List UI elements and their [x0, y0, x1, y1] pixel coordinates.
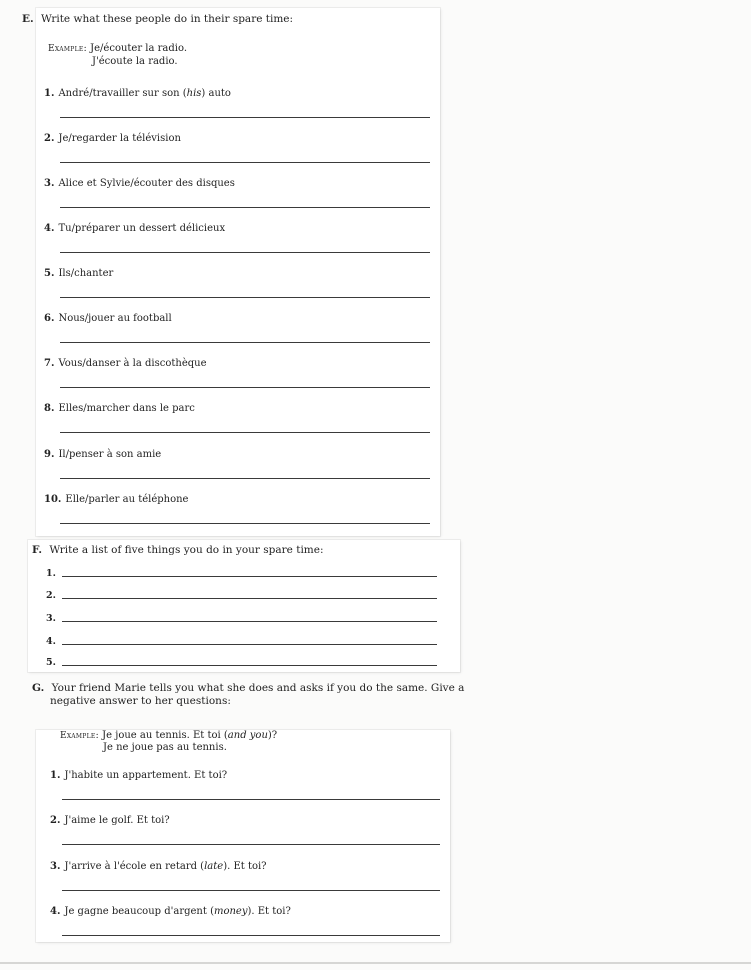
prompt-text: Vous/danser à la discothèque [58, 358, 207, 369]
answer-line[interactable] [62, 576, 437, 577]
answer-line[interactable] [62, 644, 437, 645]
exercise-e-prompt [44, 223, 225, 234]
section-e-instruction: Write what these people do in their spare time: [41, 13, 294, 25]
item-number: 4. [44, 223, 55, 234]
answer-line[interactable] [62, 935, 440, 936]
answer-line[interactable] [60, 387, 430, 388]
section-g-example-prompt-italic: and you [227, 730, 268, 741]
list-number: 2. [46, 590, 56, 601]
page-edge [0, 962, 751, 964]
exercise-e-prompt [44, 358, 207, 369]
item-number: 1. [44, 88, 55, 99]
answer-line[interactable] [62, 621, 437, 622]
item-number: 3. [50, 861, 61, 872]
prompt-text: André/travailler sur son ( [58, 88, 187, 99]
section-e-example [48, 43, 187, 54]
section-e-heading [22, 13, 293, 25]
section-g-example-prompt-prefix: Je joue au tennis. Et toi ( [102, 730, 228, 741]
prompt-text: Elle/parler au téléphone [65, 494, 189, 505]
item-number: 2. [44, 133, 55, 144]
prompt-text: ). Et toi? [223, 861, 267, 872]
section-f-heading [32, 544, 324, 556]
exercise-g-prompt [50, 906, 291, 917]
section-g-heading [32, 682, 464, 694]
item-number: 4. [50, 906, 61, 917]
prompt-text: Je/regarder la télévision [58, 133, 181, 144]
item-number: 10. [44, 494, 62, 505]
exercise-e-prompt [44, 494, 188, 505]
section-e-example-label: Example: [48, 44, 87, 54]
prompt-text: Je gagne beaucoup d'argent ( [64, 906, 214, 917]
item-number: 8. [44, 403, 55, 414]
prompt-text: J'habite un appartement. Et toi? [64, 770, 228, 781]
prompt-text: Il/penser à son amie [58, 449, 162, 460]
answer-line[interactable] [62, 799, 440, 800]
item-number: 7. [44, 358, 55, 369]
answer-line[interactable] [60, 297, 430, 298]
section-e-label: E. [22, 13, 34, 25]
exercise-e-prompt [44, 178, 235, 189]
exercise-g-prompt [50, 815, 170, 826]
exercise-e-prompt [44, 449, 161, 460]
prompt-text: Tu/préparer un dessert délicieux [58, 223, 226, 234]
prompt-text: Nous/jouer au football [58, 313, 172, 324]
section-f-label: F. [32, 544, 43, 556]
list-number: 1. [46, 568, 56, 579]
item-number: 2. [50, 815, 61, 826]
answer-line[interactable] [60, 478, 430, 479]
section-g-instruction-line1: Your friend Marie tells you what she does and asks if you do the same. Give a [51, 682, 465, 694]
prompt-text: Alice et Sylvie/écouter des disques [58, 178, 235, 189]
answer-line[interactable] [60, 162, 430, 163]
section-g-example-prompt-suffix: )? [267, 730, 278, 741]
item-number: 5. [44, 268, 55, 279]
answer-line[interactable] [60, 252, 430, 253]
section-g-label: G. [32, 682, 45, 694]
section-e-example-answer: J'écoute la radio. [92, 56, 178, 67]
exercise-e-prompt [44, 403, 195, 414]
section-e-example-prompt: Je/écouter la radio. [90, 43, 187, 54]
answer-line[interactable] [60, 523, 430, 524]
section-g-example-answer: Je ne joue pas au tennis. [103, 742, 227, 753]
exercise-e-prompt [44, 313, 172, 324]
item-number: 3. [44, 178, 55, 189]
answer-line[interactable] [60, 432, 430, 433]
exercise-g-prompt [50, 861, 267, 872]
section-g-instruction-line2: negative answer to her questions: [50, 695, 231, 707]
answer-line[interactable] [60, 207, 430, 208]
exercise-e-prompt [44, 133, 181, 144]
prompt-text: ) auto [201, 88, 231, 99]
prompt-text-italic: money [213, 906, 248, 917]
item-number: 1. [50, 770, 61, 781]
prompt-text: Ils/chanter [58, 268, 114, 279]
section-f-instruction: Write a list of five things you do in your spare time: [49, 544, 324, 556]
exercise-e-prompt [44, 88, 231, 99]
item-number: 9. [44, 449, 55, 460]
answer-line[interactable] [60, 117, 430, 118]
prompt-text: J'aime le golf. Et toi? [64, 815, 170, 826]
answer-line[interactable] [62, 665, 437, 666]
list-number: 3. [46, 613, 56, 624]
prompt-text: ). Et toi? [247, 906, 291, 917]
section-g-example-label: Example: [60, 731, 99, 741]
prompt-text: Elles/marcher dans le parc [58, 403, 195, 414]
list-number: 4. [46, 636, 56, 647]
answer-line[interactable] [62, 890, 440, 891]
prompt-text: J'arrive à l'école en retard ( [64, 861, 205, 872]
exercise-e-prompt [44, 268, 113, 279]
prompt-text-italic: late [204, 861, 224, 872]
exercise-g-prompt [50, 770, 227, 781]
answer-line[interactable] [62, 598, 437, 599]
paper-piece-section-f [28, 540, 460, 672]
item-number: 6. [44, 313, 55, 324]
answer-line[interactable] [60, 342, 430, 343]
section-g-example [60, 730, 277, 741]
list-number: 5. [46, 657, 56, 668]
prompt-text-italic: his [186, 88, 202, 99]
answer-line[interactable] [62, 844, 440, 845]
